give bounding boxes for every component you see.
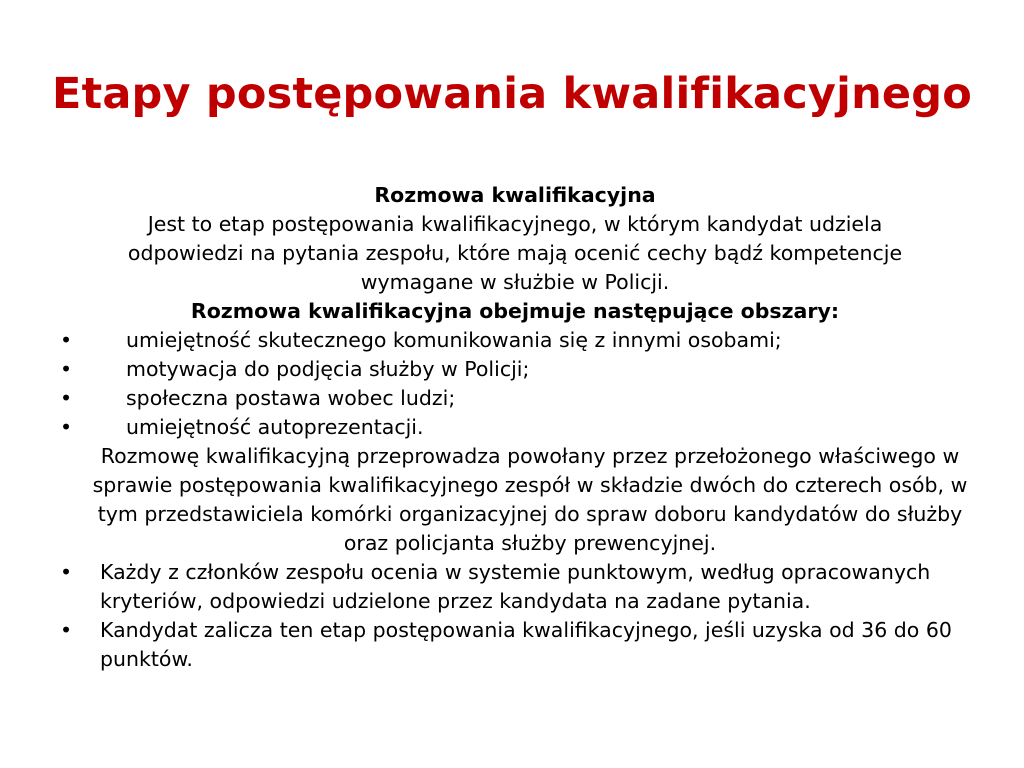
bullet-icon: • (60, 386, 73, 410)
list-item (50, 413, 980, 442)
slide-title: Etapy postępowania kwalifikacyjnego (52, 69, 972, 119)
list-item (50, 616, 980, 674)
list-item-text: Każdy z członków zespołu ocenia w systemie punktowym, według opracowanych kryteriów, odpowiedzi udzielone przez kandydata na zadane pytania. (100, 560, 931, 613)
list-item-text: motywacja do podjęcia służby w Policji; (126, 357, 530, 381)
slide-content (50, 181, 980, 674)
bullet-icon: • (60, 618, 73, 642)
list-item-text: społeczna postawa wobec ludzi; (126, 386, 456, 410)
section-subtitle: Rozmowa kwalifikacyjna (374, 183, 656, 207)
list-item (50, 326, 980, 355)
areas-heading: Rozmowa kwalifikacyjna obejmuje następujące obszary: (190, 299, 840, 323)
bullet-icon: • (60, 560, 73, 584)
bullet-icon: • (60, 357, 73, 381)
list-item-text: umiejętność skutecznego komunikowania się z innymi osobami; (126, 328, 782, 352)
conducted-by-paragraph: Rozmowę kwalifikacyjną przeprowadza powołany przez przełożonego właściwego w sprawie postępowania kwalifikacyjnego zespół w składzie dwóch do czterech osób, w tym przedstawiciela komórki organizacyjnej do spraw doboru kandydatów do służby oraz policjanta służby prewencyjnej. (92, 444, 968, 555)
bullet-icon: • (60, 415, 73, 439)
intro-paragraph: Jest to etap postępowania kwalifikacyjnego, w którym kandydat udziela odpowiedzi na pytania zespołu, które mają ocenić cechy bądź kompetencje wymagane w służbie w Policji. (127, 212, 903, 294)
list-item-text: umiejętność autoprezentacji. (126, 415, 424, 439)
list-item (50, 384, 980, 413)
list-item (50, 558, 980, 616)
bullet-icon: • (60, 328, 73, 352)
list-item (50, 355, 980, 384)
list-item-text: Kandydat zalicza ten etap postępowania kwalifikacyjnego, jeśli uzyska od 36 do 60 punktów. (100, 618, 952, 671)
